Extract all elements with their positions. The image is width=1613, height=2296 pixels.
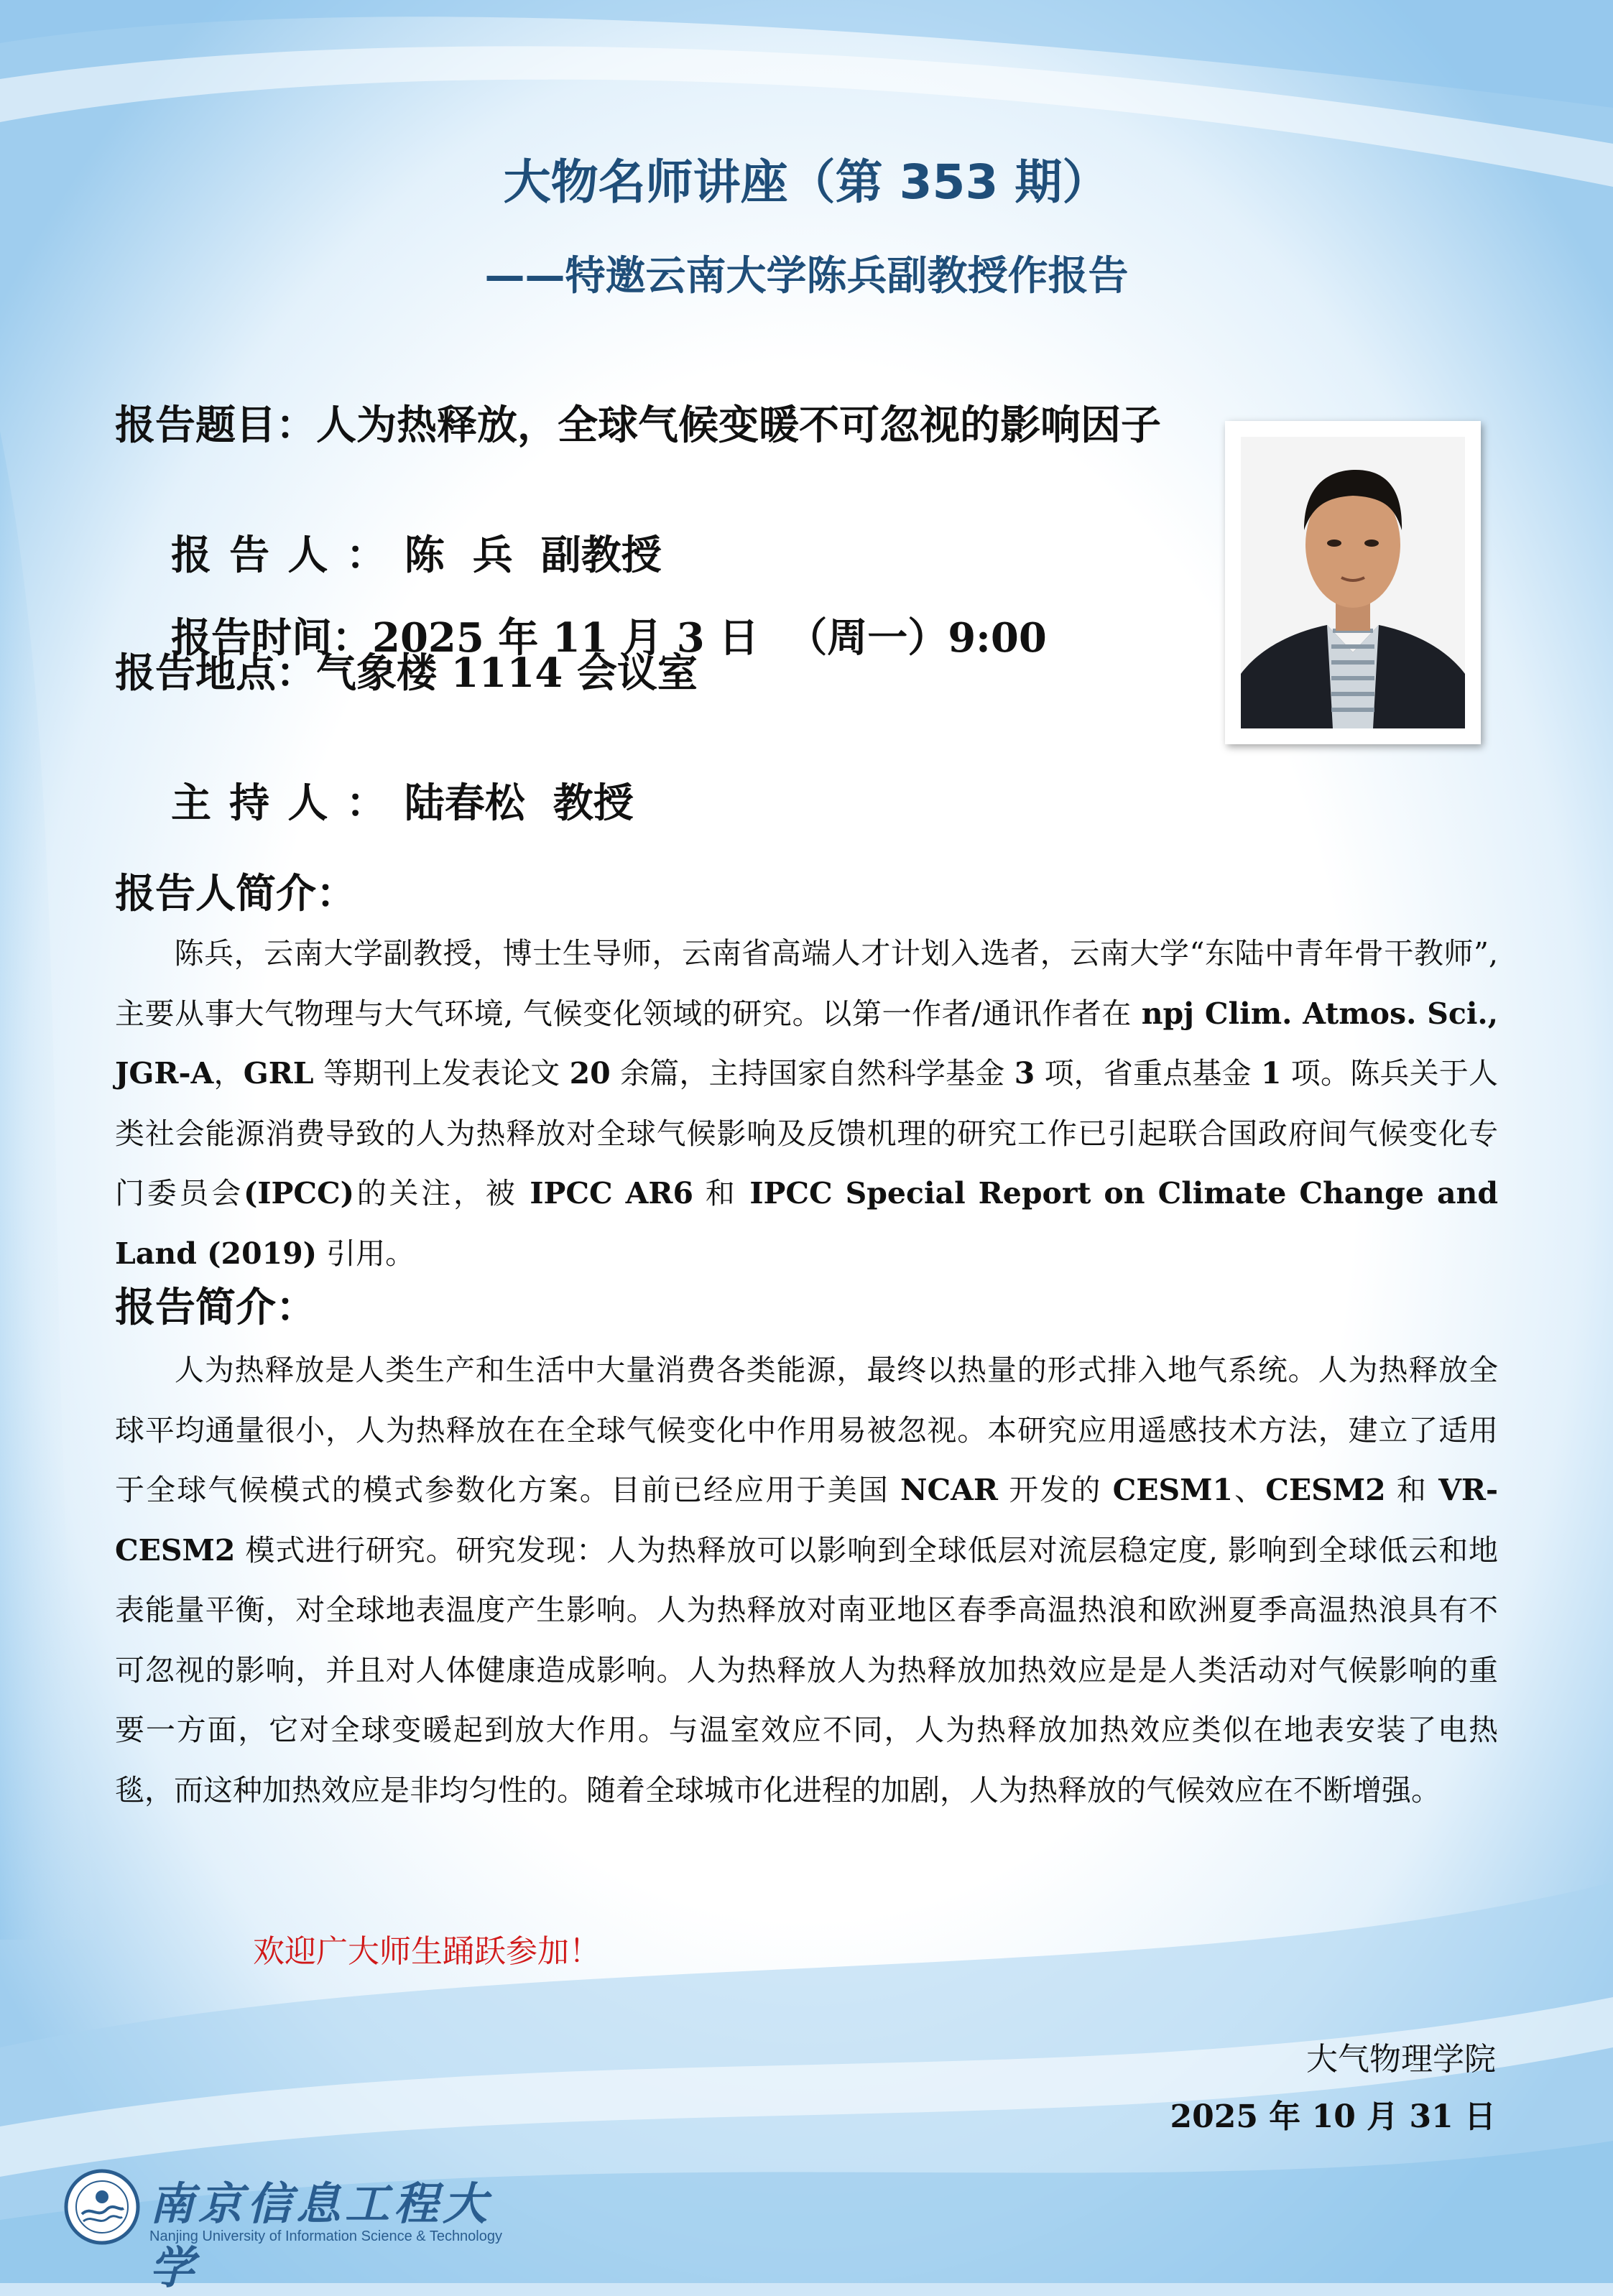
- poster-subtitle: ——特邀云南大学陈兵副教授作报告: [484, 253, 1129, 300]
- signature-org: 大气物理学院: [1306, 2041, 1496, 2078]
- host-value: 陆春松 教授: [404, 779, 634, 827]
- location-label: 报告地点：: [115, 649, 316, 697]
- speaker-portrait: [1241, 437, 1465, 728]
- info-row-location: [115, 642, 698, 699]
- speaker-intro-heading: 报告人简介：: [115, 870, 356, 917]
- info-row-topic: [115, 394, 1161, 451]
- time-label: 报告时间：: [170, 614, 372, 662]
- location-value: 气象楼 1114 会议室: [316, 649, 698, 697]
- topic-label: 报告题目：: [115, 402, 316, 449]
- report-intro-text: 人为热释放是人类生产和生活中大量消费各类能源，最终以热量的形式排入地气系统。人为热释放全球平均通量很小，人为热释放在在全球气候变化中作用易被忽视。本研究应用遥感技术方法，建立了适用于全球气候模式的模式参数化方案。目前已经应用于美国 NCAR 开发的 CESM1、CESM2 和 VR-CESM2 模式进行研究。研究发现：人为热释放可以影响到全球低层对流层稳定度, 影响到全球低云和地表能量平衡，对全球地表温度产生影响。人为热释放对南亚地区春季高温热浪和欧洲夏季高温热浪具有不可忽视的影响，并且对人体健康造成影响。人为热释放人为热释放加热效应是是人类活动对气候影响的重要一方面，它对全球变暖起到放大作用。与温室效应不同，人为热释放加热效应类似在地表安装了电热毯，而这种加热效应是非均匀性的。随着全球城市化进程的加剧，人为热释放的气候效应在不断增强。: [115, 1353, 1499, 1807]
- university-name-en: Nanjing University of Information Science & Technology: [149, 2228, 502, 2244]
- signature-date: 2025 年 10 月 31 日: [1170, 2098, 1496, 2135]
- university-name-cn: 南京信息工程大学: [149, 2177, 492, 2294]
- poster-title: 大物名师讲座（第 353 期）: [503, 154, 1110, 210]
- university-emblem-icon: [63, 2168, 141, 2246]
- speaker-photo: [1225, 421, 1481, 744]
- time-value: 2025 年 11 月 3 日 （周一）9:00: [371, 614, 1047, 662]
- speaker-value: 陈 兵 副教授: [404, 532, 662, 579]
- info-row-host: [115, 724, 634, 876]
- topic-value: 人为热释放，全球气候变暖不可忽视的影响因子: [316, 402, 1161, 449]
- speaker-intro-text: 陈兵，云南大学副教授，博士生导师，云南省高端人才计划入选者，云南大学“东陆中青年骨干教师”,主要从事大气物理与大气环境, 气候变化领域的研究。以第一作者/通讯作者在 npj Clim. Atmos. Sci., JGR-A，GRL 等期刊上发表论文 20 余篇，主持国家自然科学基金 3 项，省重点基金 1 项。陈兵关于人类社会能源消费导致的人为热释放对全球气候影响及反馈机理的研究工作已引起联合国政府间气候变化专门委员会(IPCC)的关注，被 IPCC AR6 和 IPCC Special Report on Climate Change and Land (2019) 引用。: [115, 936, 1498, 1271]
- speaker-label: 报告人：: [170, 532, 405, 579]
- welcome-text: 欢迎广大师生踊跃参加！: [253, 1933, 601, 1970]
- university-logo: [63, 2162, 509, 2294]
- host-label: 主持人：: [170, 779, 405, 827]
- report-intro-heading: 报告简介：: [115, 1284, 316, 1331]
